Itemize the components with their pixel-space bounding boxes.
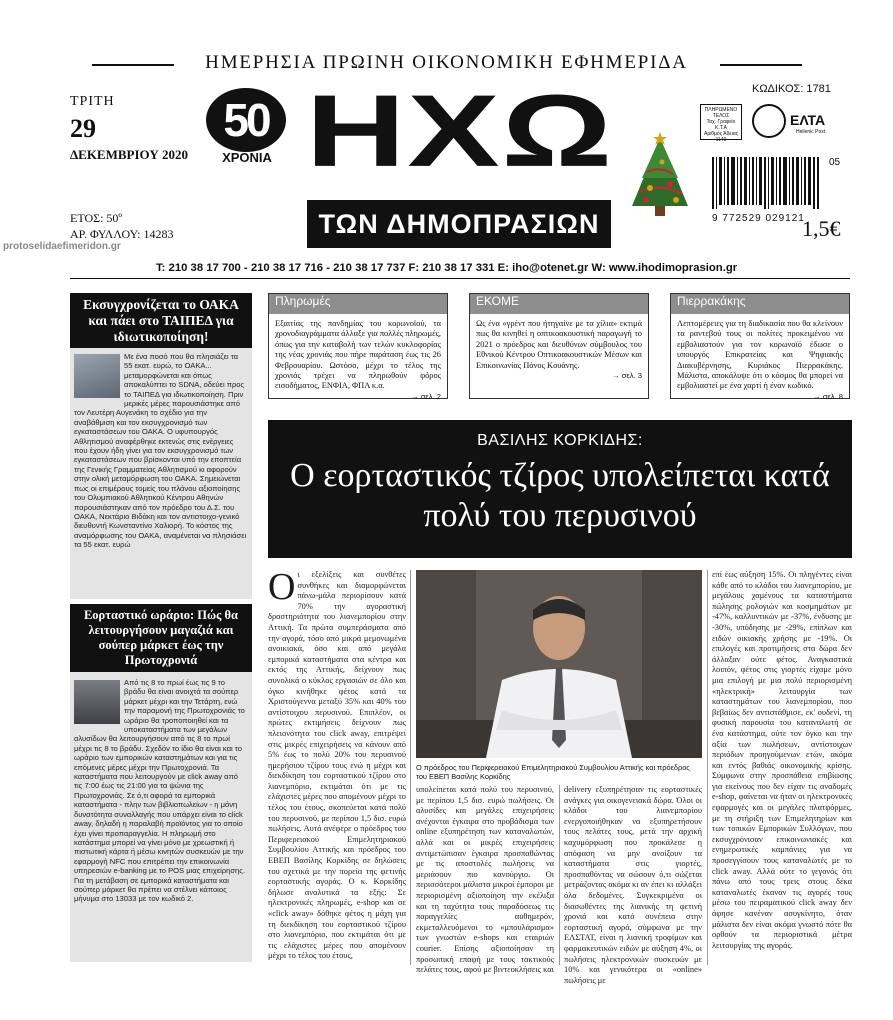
stadium-photo (74, 354, 120, 398)
sidebar-story-title: Εκσυγχρονίζεται το ΟΑΚΑ και πάει στο ΤΑΙΠΕΔ για ιδιωτικοποίηση! (70, 293, 252, 348)
teaser-body: Λεπτομέρειες για τη διαδικασία που θα κλείνουν τα ραντεβού τους οι πολίτες προκειμένου να εμβολιαστούν για τον κορωνοϊό έδωσε ο υπουργός Επικρατείας και Ψηφιακής Διακυβέρνησης, Κυριάκος Πιερρακάκης. Μάλιστα, αποκάλυψε ότι ο κόσμος θα μπορεί να εμβολιαστεί με ένα χαρτί ή έναν κωδικό. (677, 319, 843, 391)
issue-month-year: ΔΕΚΕΜΒΡΙΟΥ 2020 (70, 147, 188, 162)
elta-subtitle: Hellenic Post (796, 129, 826, 135)
shopper-photo (74, 680, 120, 724)
column-divider (707, 570, 708, 965)
product-code: ΚΩΔΙΚΟΣ: 1781 (752, 83, 831, 95)
sidebar-story-oaka (70, 293, 252, 599)
photo-caption: Ο πρόεδρος του Περιφερειακού Επιμελητηριακού Συμβουλίου Αττικής και πρόεδρος του ΕΒΕΠ Βασίλης Κορκίδης (416, 763, 690, 781)
postbox-line: ΠΛΗΡΩΜΕΝΟ (704, 107, 738, 113)
postbox-line: Αριθμός Άδειας (703, 131, 739, 137)
sidebar-story-body-container (70, 672, 252, 962)
lead-column-text: υπολείπεται κατά πολύ του περυσινού, με περίπου 1,5 δισ. ευρώ πωλήσεις. Οι αλυσίδες και μεγάλες επιχειρήσεις ανέχονται έγκαιρα στο προβάδισμα των online εξυπηρέτηση των καταναλωτών, αλλά και οι μικρές επιχειρήσεις αντιμετώπισαν έγκαιρα προσπαθώντας με τις αποστολές πωλήσεις να μεριάσουν πιο κανούργιο. Οι περισσότεροι μάλιστα μικροί έμποροι με περιορισμένη αξιοποίηση την εκέλιξα και τη ταχύτητα τους παραδόσεως τις παραγγελίες αυθημερόν, εκμεταλλευόμενοι το «μπουλάρισμα» των γνωστών e-shops και εταιριών courier. Επίσης αξιοποίησαν τη προσωπική επαφή με τους τακτικούς πελάτες τους, αφού με βιντεοκλήσεις και (416, 785, 554, 975)
teaser-title: Πληρωμές (269, 294, 447, 314)
teaser-title: Πιερρακάκης (671, 294, 849, 314)
postbox-line: 1140 (715, 137, 727, 143)
barcode-number: 9 772529 029121 (712, 213, 805, 224)
lead-column-3 (564, 785, 702, 985)
teaser-pierrakakis[interactable] (670, 293, 850, 399)
sidebar-story-body: Από τις 8 το πρωί έως τις 9 το βράδυ θα είναι ανοιχτά τα σούπερ μάρκετ μέχρι και την Τετάρτη, ενώ την παραμονή της Πρωτοχρονιάς το ωράριο θα τροποποιηθεί και τα υποκαταστήματα των μεγάλων αλυσίδων θα λειτουργήσουν από τις 8 το πρωί μέχρι τις 8 το βράδυ. Σχεδόν το ίδιο θα είναι και το ωράριο των εμπορικών καταστημάτων και για τις επόμενες μέρες μέχρι την Πρωτοχρονιά. Τα καταστήματα που λειτουργούν με click away από τις 7:00 έως τις 21:00 για τα ψώνια της Πρωτοχρονιάς. Σε ό,τι αφορά τα εμπορικά καταστήματα - πλην των βιβλιοπωλείων - η μόνη δυνατότητα συναλλαγής που υπάρχει είναι το click away, δηλαδή η παραλαβή προϊόντος για το οποίο έχει γίνει προπαραγγελία. Η πληρωμή στο κατάστημα μπορεί να γίνει μόνο με χρεωστική ή πιστωτική κάρτα ή μέσω κινητών συσκευών με την εφαρμογή NFC που επιτρέπει την επικοινωνία υπηρεσιών e-banking με το POS μιας επιχείρησης. Για τη μετάβαση σε εμπορικά καταστήματα και σούπερ μάρκετ θα πρέπει να στέλνει κάποιος μήνυμα στο 13033 με τον κωδικό 2. (74, 678, 246, 904)
barcode-suffix: 05 (829, 157, 841, 168)
teaser-payments[interactable] (268, 293, 448, 399)
lead-column-4 (712, 570, 852, 965)
issue-day: ΤΡΙΤΗ (70, 94, 115, 109)
lead-dropcap: Ο (268, 566, 296, 608)
korkidis-photo (416, 570, 702, 758)
lead-column-text: επί έως αύξηση 15%. Οι πληγέντες είναι κάθε από το κλάδοι του λιανεμπορίου, με μεγάλους χαμένους τα καταστήματα πώλησης ρολογιών και κοσμημάτων με -47%, καλλυντικών με -37%, ένδυσης με -30%, υπόδησης με -29%, επίπλων και ειδών οικιακής χρήσης με -19%. Οι επιλογές και προτιμήσεις στα δώρα δεν άλλαξαν ούτε φέτος. Αναγκαστικά λοιπόν, φέτος στις γιορτές είχαμε μόνο μια επιλογή με μια πολύ περιορισμένη «ηλεκτρική» λειτουργία των καταστημάτων του λιανεμπορίου, που βεβαίως δεν αντιστάθμισε, εκ' ουδενί, τη φυσική παρουσία του καταναλωτή σε ένα κατάστημα, ούτε τον όγκο και την αξία των πωλήσεων, αντίστοιχων περιόδων προηγούμενων ετών, ακόμα και εντός βαθιάς οικονομικής κρίσης. Σύμφωνα στην προσπάθεια επιβίωσης για εκείνους που δεν είχαν τις αναδομές e-shop, φαίνεται να ήταν οι ηλεκτρονικές εφαρμογές και οι μεγάλες πλατφόρμες, με τη στήριξη των Επιμελητηρίων και των τοπικών Εμπορικών Συλλόγων, που εκσυγχρόνισαν επικοινωνιακές και ενημερωτικές καμπάνιες για να προσεγγίσουν τους καταναλωτές με το click away. Αλλά ούτε το γεγονός ότι πάνω από τους τρεις στους δέκα καταναλωτές έκαναν τις αγορές τους μέσω του πειραματικού click away δεν άφησε κανέναν ασυγκίνητο, όταν μάλιστα δεν είναι ακόμα γνωστό πότε θα ορθούν τα περιοριστικά μέτρα λειτουργίας της αγοράς. (712, 570, 852, 950)
lead-column-2 (416, 785, 554, 975)
anniversary-badge: 50 (206, 88, 286, 152)
teaser-body: Ως ένα «γρέντ που ήτηγαίνε με τα χίλια» εκτιμά πως θα κινηθεί η οπτικοακουστική παραγωγή το 2021 ο πρόεδρος και διευθύνων σύμβουλος του Εθνικού Κέντρου Οπτικοακουστικών Μέσων και Επικοινωνίας Πάνος Κουάνης. (476, 319, 642, 370)
teaser-page-ref: → σελ. 3 (611, 371, 642, 381)
elta-logo: ΕΛΤΑ (790, 112, 826, 128)
christmas-tree-icon (620, 132, 700, 218)
issue-number: ΑΡ. ΦΥΛΛΟΥ: 14283 (70, 227, 174, 241)
issue-date: 29 (70, 114, 96, 143)
barcode-icon (712, 157, 820, 209)
teaser-ekome[interactable] (469, 293, 649, 399)
teaser-page-ref: → σελ. 8 (812, 391, 843, 401)
lead-column-1 (268, 566, 406, 965)
lead-title: Ο εορταστικός τζίρος υπολείπεται κατά πολύ του περυσινού (290, 457, 830, 534)
cover-price: 1,5€ (802, 216, 841, 241)
lead-column-text: delivery εξυπηρέτησαν τις εορταστικές ανάγκες για οικογενειακά δώρα. Όλοι οι κλάδοι του λιανεμπορίου ενεργοποιήθηκαν να εξυπηρετήσουν τους πελάτες τους, μετά την αρχική καχυμόρφωση που προκάλεσε η απόφαση να μην ανοίξουν τα καταστήματα στις γιορτές, προσπαθόντας να σώσουν ό,τι σώζεται μετράζοντας ακόμα κι αν έπει κι αλλάξει όλα δεδομένες. Συγκεκριμένα οι διασωθέντες της λιανικής τη φετινή χρονιά και κατά συνέπεια στην εορταστική αγορά, σύμφωνα με την ΕΛΣΤΑΤ, είναι η λιανική τροφίμων και φαρμακευτικών ειδών με αύξηση 4%, οι πωλήσεις ηλεκτρονικών συσκευών με 10% και γενικότερα οι «online» πωλήσεις με (564, 785, 702, 985)
lead-kicker: ΒΑΣΙΛΗΣ ΚΟΡΚΙΔΗΣ: (477, 432, 643, 449)
column-divider (559, 785, 560, 965)
postal-stamp-icon (752, 104, 786, 138)
lead-column-text: ι εξελίξεις και συνθέτες συνθήκες και διαμορφώνεται πάνω-μάλα περιορίσουν κατά 70% την αγοραστική δραστηριότητα του λιανεμπορίου στην Αττική. Τα πρώτα συμπεράσματα από την αγορά, τόσο από μικρά μεμονωμένα ανοικιακά, όσο και από μεγάλα εμπορικά καταστήματα στα κέντρα και εκτός της Αττικής, δείχνουν πως συνολικά ο κύκλος εργασιών σε όλο και όγκο κινήθηκε φέτος κατά τα Χριστούγεννα μεταξύ 35% και 40% του αντίστοιχου περυσινού. Επιπλέον, οι πρώτες εκτιμήσεις δείχνουν πως πλειονότητα του click away, επιτρέψει στις μικρές επιχειρήσεις να κάνουν από 5% έως το πολύ 20% του περυσινού ημερήσιου τζίρου τους ενώ η μέχρι και διεκδίκηση του εορταστικού τζίρου στο λιανεμπόριο, εκτιμάται ότι με τις ελάχιστες μέρες που απομένουν μέχρι το τέλος του έτους, σκοπεύεται κατά πολύ του περυσινού, με περίπου 1,5 δισ. ευρώ πωλήσεις. Αυτά ανέφερε ο πρόεδρος του Περιφερειακού Επιμελητηριακού Συμβουλίου Αττικής και πρόεδρος του ΕΒΕΠ Βασίλης Κορκίδης σε δηλώσεις του σχετικά με την πορεία της φετινής εορταστικής αγοράς. Ο κ. Κορκίδης δήλωσε αναλυτικά τα εξής: Σε ηλεκτρονικές πληρωμές, e-shop και σε «click away» δόθηκε φέτος η μάχη για τη διεκδίκηση του εορταστικού τζίρου στο λιανεμπόριο, που εκτιμάται ότι με τις ελάχιστες μέρες που απομένουν μέχρι το τέλος του έτους, (268, 570, 406, 961)
postbox-line: Ταχ. Γραφείο (706, 119, 736, 125)
sidebar-story-body: Με ένα ποσό που θα πλησιάζει τα 55 εκατ. ευρώ, το ΟΑΚΑ... μεταμορφώνεται και όπως αποκαλύπτει το SDNA, οδεύει προς το ΤΑΙΠΕΔ για ιδιωτικοποίηση. Πριν μερικές μέρες παρουσιάστηκε από τον Λευτέρη Αυγενάκη το σχέδιο για την αναβάθμιση και τον εκσυγχρονισμό των εγκαταστάσεων του ΟΑΚΑ. Ο υφυπουργός Αθλητισμού αναφέρθηκε εκτενώς στις ενέργειες που έχουν ήδη γίνει για τον εκσυγχρονισμό των εγκαταστάσεων που βρίσκονται υπό την εποπτεία της Γενικής Γραμματείας Αθλητισμού κι αφορούν στην ολική μεταμόρφωση του ΟΑΚΑ. Σημειώνεται πως οι επιμέρους τομείς του πλάνου αξιοποίησης του Ολυμπιακού Αθλητικού Κέντρου Αθηνών παρουσιάστηκαν από τον πρόεδρο του Δ.Σ. του ΟΑΚΑ, Νεκτάριο Βιδάκη και τον αντιστοιχο-γενικό διευθυντή Κωνσταντίνο Χαλιορή. Το κόστος της αναμόρφωσης του ΟΑΚΑ, αναμένεται να πλησιάσει τα 55 εκατ. ευρώ (74, 352, 247, 550)
masthead-subtitle: ΤΩΝ ΔΗΜΟΠΡΑΣΙΩΝ (307, 200, 611, 248)
sidebar-story-title: Εορταστικό ωράριο: Πώς θα λειτουργήσουν μαγαζιά και σούπερ μάρκετ έως την Πρωτοχρονιά (70, 604, 252, 672)
anniversary-badge-text: ΧΡΟΝΙΑ (222, 150, 272, 165)
contact-divider (70, 278, 850, 279)
sidebar-story-body-container (70, 348, 252, 599)
lead-headline-box[interactable] (268, 420, 852, 558)
postbox-line: ΤΕΛΟΣ (712, 113, 730, 119)
sidebar-story-hours (70, 604, 252, 962)
masthead-title: ΗΧΩ (305, 74, 615, 189)
contact-line: T: 210 38 17 700 - 210 38 17 716 - 210 38 17 737 F: 210 38 17 331 E: iho@otenet.gr W: www.ihodimoprasion.gr (156, 262, 738, 274)
site-watermark: protoselidaefimeridon.gr (3, 241, 121, 252)
teaser-title: ΕΚΟΜΕ (470, 294, 648, 314)
paid-postage-box (700, 104, 742, 143)
column-divider (410, 570, 411, 965)
issue-year: ΕΤΟΣ: 50º (70, 211, 123, 225)
postbox-line: Κ.Τ.Α (715, 125, 727, 131)
teaser-page-ref: → σελ. 2 (410, 391, 441, 401)
teaser-body: Εξαιτίας της πανδημίας του κορωνοϊού, τα χρονοδιαγράμματα άλλαξε για πολλές πληρωμές, όπως για την καταβολή των τελών κυκλοφορίας της νέας χρονιάς που πήρε παράταση έως τις 26 Φεβρουαρίου. Ωστόσο, μέχρι το τέλος της χρονιάς τρέχει να πληρωθούν φόρος εισοδήματος, ΕΝΦΙΑ, ΦΠΑ κ.α. (275, 319, 441, 391)
newspaper-tagline: ΗΜΕΡΗΣΙΑ ΠΡΩΙΝΗ ΟΙΚΟΝΟΜΙΚΗ ΕΦΗΜΕΡΙΔΑ (205, 52, 688, 73)
